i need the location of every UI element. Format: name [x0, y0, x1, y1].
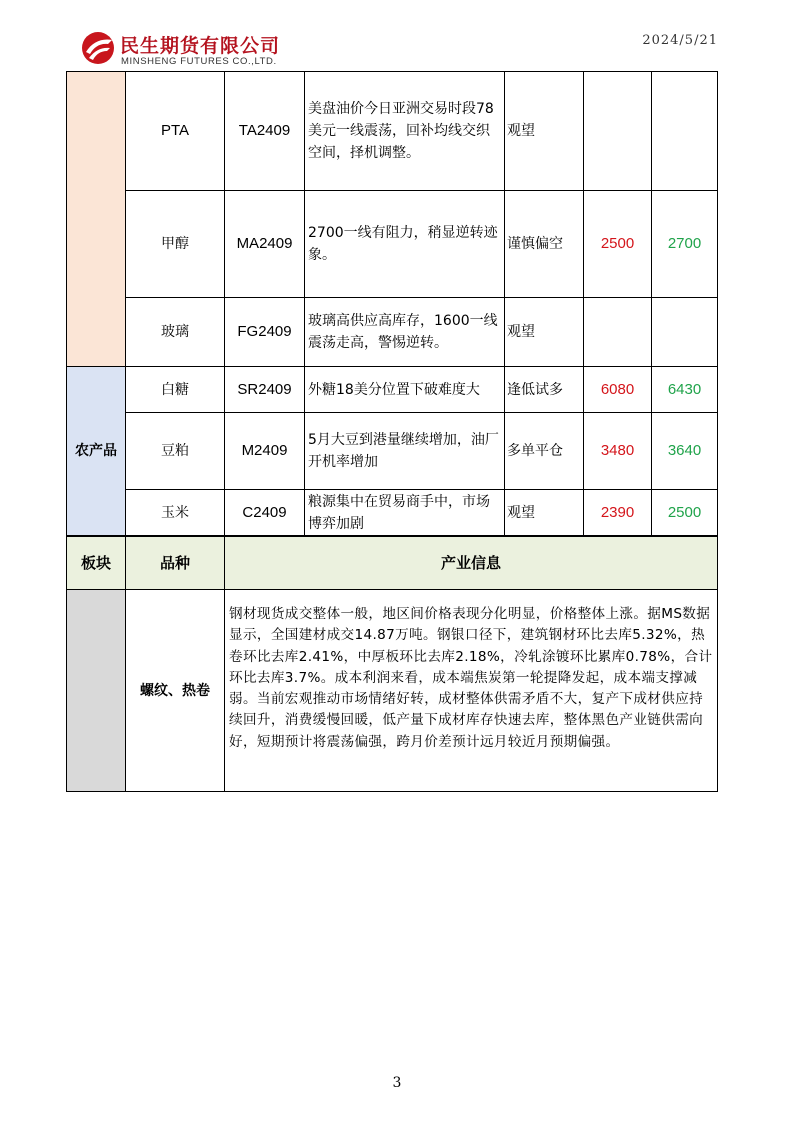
variety-name: 甲醇: [126, 191, 225, 298]
resistance-price: 2700: [652, 191, 718, 298]
market-description: 玻璃高供应高库存，1600一线震荡走高，警惕逆转。: [305, 298, 505, 367]
header-variety: 品种: [126, 537, 225, 590]
header-sector: 板块: [67, 537, 126, 590]
sector-cell-agriculture: 农产品: [67, 367, 126, 536]
support-price: 6080: [584, 367, 652, 413]
table-row: [67, 413, 718, 490]
futures-strategy-table: [66, 71, 718, 536]
industry-info-table: [66, 536, 718, 792]
strategy-view: 观望: [505, 490, 584, 536]
table-row: [67, 490, 718, 536]
market-description: 外糖18美分位置下破难度大: [305, 367, 505, 413]
variety-name: 玉米: [126, 490, 225, 536]
table-row: [67, 298, 718, 367]
contract-code: SR2409: [225, 367, 305, 413]
table-header-row: [67, 537, 718, 590]
company-name-cn: 民生期货有限公司: [120, 35, 281, 57]
variety-name: 豆粕: [126, 413, 225, 490]
strategy-view: 观望: [505, 298, 584, 367]
contract-code: MA2409: [225, 191, 305, 298]
table-row: [67, 590, 718, 792]
variety-name: 螺纹、热卷: [126, 590, 225, 792]
contract-code: M2409: [225, 413, 305, 490]
variety-name: 玻璃: [126, 298, 225, 367]
resistance-price: 3640: [652, 413, 718, 490]
resistance-price: [652, 72, 718, 191]
minsheng-logo-icon: [80, 30, 116, 66]
table-row: [67, 191, 718, 298]
support-price: [584, 72, 652, 191]
sector-cell-chemicals: [67, 72, 126, 367]
contract-code: C2409: [225, 490, 305, 536]
resistance-price: 6430: [652, 367, 718, 413]
strategy-view: 多单平仓: [505, 413, 584, 490]
report-date: 2024/5/21: [642, 33, 718, 48]
table-row: [67, 72, 718, 191]
strategy-view: 逢低试多: [505, 367, 584, 413]
sector-cell-black: [67, 590, 126, 792]
market-description: 粮源集中在贸易商手中，市场博弈加剧: [305, 490, 505, 536]
table-row: [67, 367, 718, 413]
strategy-view: 谨慎偏空: [505, 191, 584, 298]
market-description: 美盘油价今日亚洲交易时段78美元一线震荡，回补均线交织空间，择机调整。: [305, 72, 505, 191]
variety-name: 白糖: [126, 367, 225, 413]
support-price: [584, 298, 652, 367]
market-description: 5月大豆到港量继续增加，油厂开机率增加: [305, 413, 505, 490]
page-header: [0, 0, 794, 72]
contract-code: TA2409: [225, 72, 305, 191]
support-price: 3480: [584, 413, 652, 490]
support-price: 2500: [584, 191, 652, 298]
company-name-en: MINSHENG FUTURES CO.,LTD.: [121, 56, 277, 67]
resistance-price: 2500: [652, 490, 718, 536]
support-price: 2390: [584, 490, 652, 536]
page-number: 3: [392, 1075, 402, 1091]
strategy-view: 观望: [505, 72, 584, 191]
contract-code: FG2409: [225, 298, 305, 367]
industry-info-text: 钢材现货成交整体一般，地区间价格表现分化明显，价格整体上涨。据MS数据显示，全国建材成交14.87万吨。钢银口径下，建筑钢材环比去库5.32%，热卷环比去库2.41%，中厚板环比去库2.18%，冷轧涂镀环比累库0.78%，合计环比去库3.7%。成本利润来看，成本端焦炭第一轮提降发起，成本端支撑减弱。当前宏观推动市场情绪好转，成材整体供需矛盾不大，复产下成材供应持续回升，消费缓慢回暖，低产量下成材库存快速去库，整体黑色产业链供需向好，短期预计将震荡偏强，跨月价差预计远月较近月预期偏强。: [225, 590, 718, 792]
resistance-price: [652, 298, 718, 367]
header-industry-info: 产业信息: [225, 537, 718, 590]
market-description: 2700一线有阻力，稍显逆转迹象。: [305, 191, 505, 298]
variety-name: PTA: [126, 72, 225, 191]
